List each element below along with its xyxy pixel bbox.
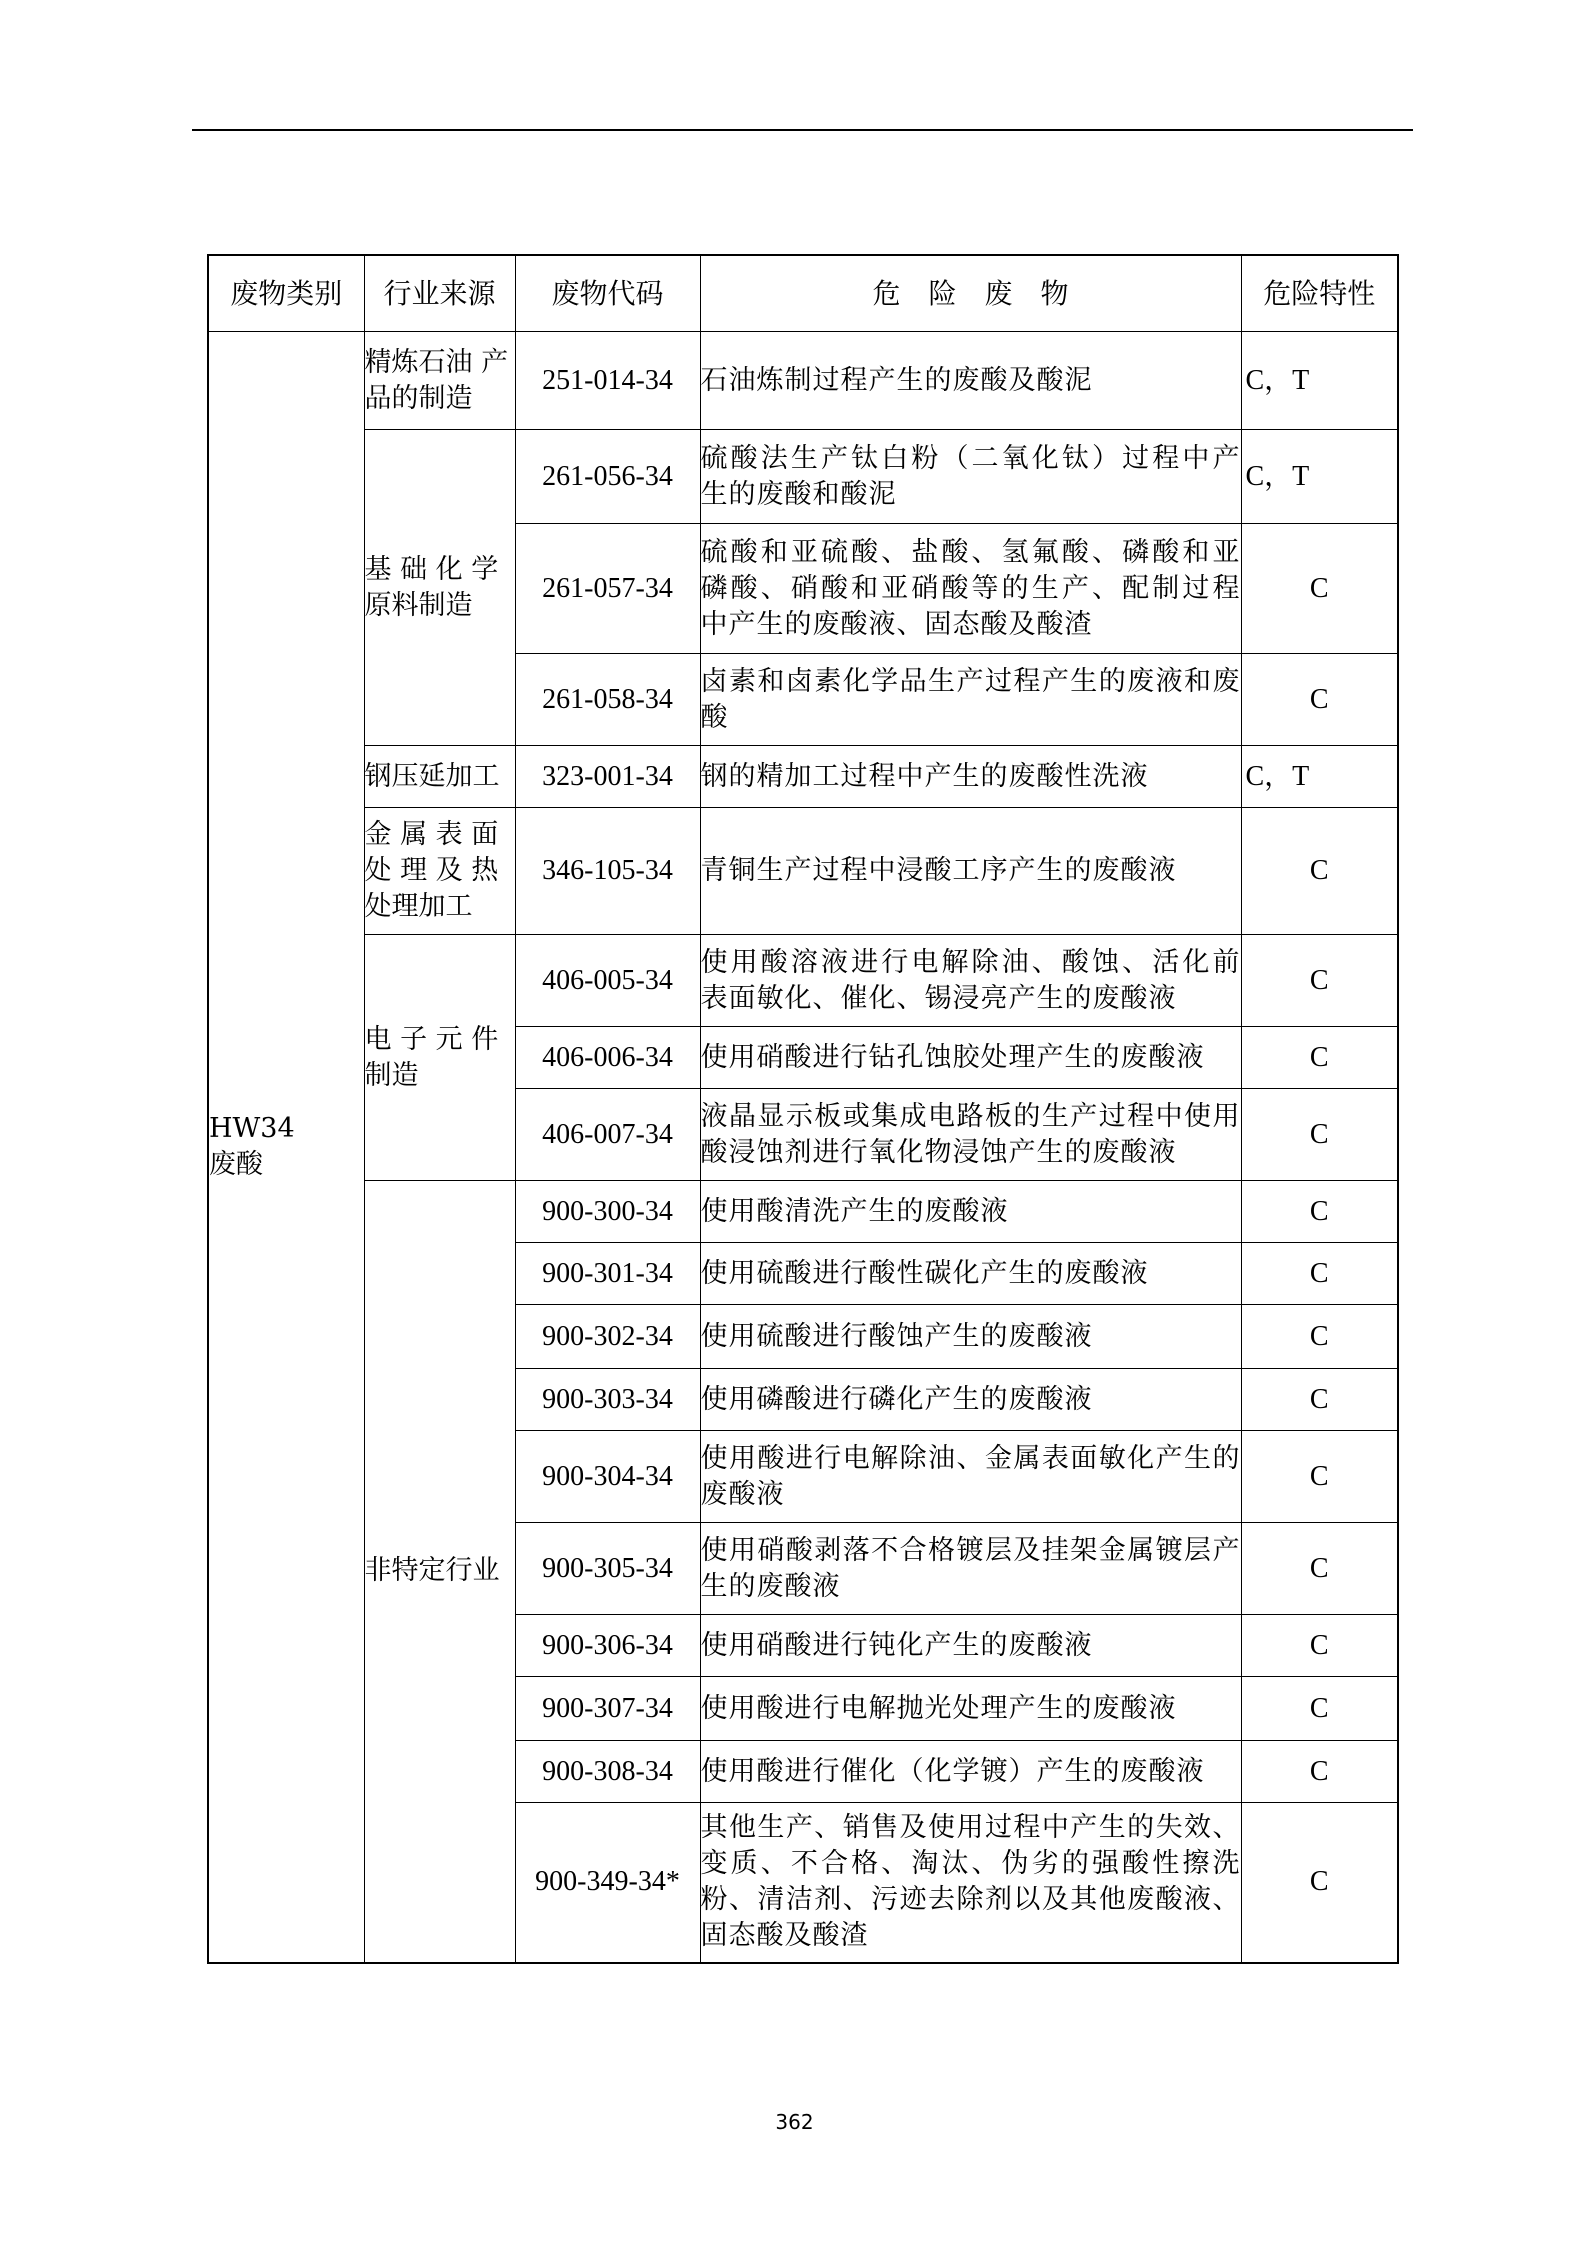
waste-description-cell: 其他生产、销售及使用过程中产生的失效、变质、不合格、淘汰、伪劣的强酸性擦洗 粉、清洁剂、污迹去除剂以及其他废酸液、 固态酸及酸渣 [700, 1803, 1241, 1963]
table-row [208, 808, 1398, 935]
waste-code-cell: 900-303-34 [515, 1369, 700, 1431]
page-number: 362 [775, 2110, 814, 2134]
table-row [208, 332, 1398, 430]
category-code: HW34 [209, 1112, 295, 1144]
waste-description-cell: 钢的精加工过程中产生的废酸性洗液 [700, 746, 1241, 808]
col-header-waste: 危 险 废 物 [700, 255, 1241, 332]
table-row [208, 1181, 1398, 1243]
waste-description-cell: 硫酸法生产钛白粉（二氧化钛）过程中产 生的废酸和酸泥 [700, 430, 1241, 524]
waste-description-cell: 使用磷酸进行磷化产生的废酸液 [700, 1369, 1241, 1431]
hazard-property-cell: C，T [1241, 332, 1398, 430]
waste-code-cell: 900-349-34* [515, 1803, 700, 1963]
hazard-property-cell: C [1241, 1243, 1398, 1305]
waste-description-cell: 使用酸进行催化（化学镀）产生的废酸液 [700, 1741, 1241, 1803]
hazard-property-cell: C [1241, 1523, 1398, 1615]
hazard-property-cell: C [1241, 1431, 1398, 1523]
waste-description-cell: 青铜生产过程中浸酸工序产生的废酸液 [700, 808, 1241, 935]
table-row [208, 746, 1398, 808]
hazard-property-cell: C [1241, 524, 1398, 654]
hazard-property-cell: C [1241, 935, 1398, 1027]
hazard-property-cell: C [1241, 1305, 1398, 1369]
waste-description-cell: 使用酸进行电解抛光处理产生的废酸液 [700, 1677, 1241, 1741]
waste-description-cell: 使用酸溶液进行电解除油、酸蚀、活化前 表面敏化、催化、锡浸亮产生的废酸液 [700, 935, 1241, 1027]
hazard-property-cell: C [1241, 1181, 1398, 1243]
category-name: 废酸 [209, 1148, 263, 1180]
waste-code-cell: 900-307-34 [515, 1677, 700, 1741]
waste-description-cell: 液晶显示板或集成电路板的生产过程中使用酸浸蚀剂进行氧化物浸蚀产生的废酸液 [700, 1089, 1241, 1181]
hazard-property-cell: C，T [1241, 430, 1398, 524]
waste-code-cell: 900-305-34 [515, 1523, 700, 1615]
waste-code-cell: 261-058-34 [515, 654, 700, 746]
industry-source-cell: 精炼石油 产品的制造 [364, 332, 515, 430]
waste-code-cell: 251-014-34 [515, 332, 700, 430]
hazard-property-cell: C [1241, 654, 1398, 746]
waste-code-cell: 900-302-34 [515, 1305, 700, 1369]
industry-source-cell: 非特定行业 [364, 1181, 515, 1963]
waste-description-cell: 使用酸进行电解除油、金属表面敏化产生的废酸液 [700, 1431, 1241, 1523]
waste-code-cell: 900-300-34 [515, 1181, 700, 1243]
waste-description-cell: 使用硫酸进行酸蚀产生的废酸液 [700, 1305, 1241, 1369]
hazard-property-cell: C [1241, 1089, 1398, 1181]
col-header-source: 行业来源 [364, 255, 515, 332]
hazard-property-cell: C [1241, 1615, 1398, 1677]
waste-description-cell: 使用硝酸剥落不合格镀层及挂架金属镀层产生的废酸液 [700, 1523, 1241, 1615]
col-header-hazard: 危险特性 [1241, 255, 1398, 332]
waste-description-cell: 卤素和卤素化学品生产过程产生的废液和废酸 [700, 654, 1241, 746]
waste-code-cell: 900-301-34 [515, 1243, 700, 1305]
hazard-property-cell: C，T [1241, 746, 1398, 808]
industry-source-cell: 电 子 元 件 制造 [364, 935, 515, 1181]
waste-code-cell: 261-057-34 [515, 524, 700, 654]
table-row [208, 935, 1398, 1027]
waste-description-cell: 使用硝酸进行钻孔蚀胶处理产生的废酸液 [700, 1027, 1241, 1089]
industry-source-cell: 金 属 表 面 处 理 及 热 处理加工 [364, 808, 515, 935]
waste-code-cell: 261-056-34 [515, 430, 700, 524]
waste-code-cell: 406-005-34 [515, 935, 700, 1027]
waste-description-cell: 石油炼制过程产生的废酸及酸泥 [700, 332, 1241, 430]
waste-code-cell: 406-007-34 [515, 1089, 700, 1181]
industry-source-cell: 基 础 化 学 原料制造 [364, 430, 515, 746]
hazard-property-cell: C [1241, 1677, 1398, 1741]
table-header-row [208, 255, 1398, 332]
col-header-category: 废物类别 [208, 255, 364, 332]
table-body [208, 332, 1398, 1963]
waste-description-cell: 使用硫酸进行酸性碳化产生的废酸液 [700, 1243, 1241, 1305]
hazard-property-cell: C [1241, 1027, 1398, 1089]
waste-code-cell: 406-006-34 [515, 1027, 700, 1089]
waste-code-cell: 323-001-34 [515, 746, 700, 808]
waste-code-cell: 346-105-34 [515, 808, 700, 935]
waste-description-cell: 使用硝酸进行钝化产生的废酸液 [700, 1615, 1241, 1677]
waste-code-cell: 900-304-34 [515, 1431, 700, 1523]
hazard-property-cell: C [1241, 1741, 1398, 1803]
waste-description-cell: 硫酸和亚硫酸、盐酸、氢氟酸、磷酸和亚 磷酸、硝酸和亚硝酸等的生产、配制过程 中产生的废酸液、固态酸及酸渣 [700, 524, 1241, 654]
waste-code-cell: 900-306-34 [515, 1615, 700, 1677]
waste-category-cell [208, 332, 364, 1963]
waste-description-cell: 使用酸清洗产生的废酸液 [700, 1181, 1241, 1243]
hazardous-waste-table [207, 254, 1399, 1964]
waste-code-cell: 900-308-34 [515, 1741, 700, 1803]
col-header-code: 废物代码 [515, 255, 700, 332]
table-row [208, 430, 1398, 524]
hazard-property-cell: C [1241, 1803, 1398, 1963]
header-rule [192, 129, 1413, 131]
hazard-property-cell: C [1241, 1369, 1398, 1431]
hazard-property-cell: C [1241, 808, 1398, 935]
industry-source-cell: 钢压延加工 [364, 746, 515, 808]
